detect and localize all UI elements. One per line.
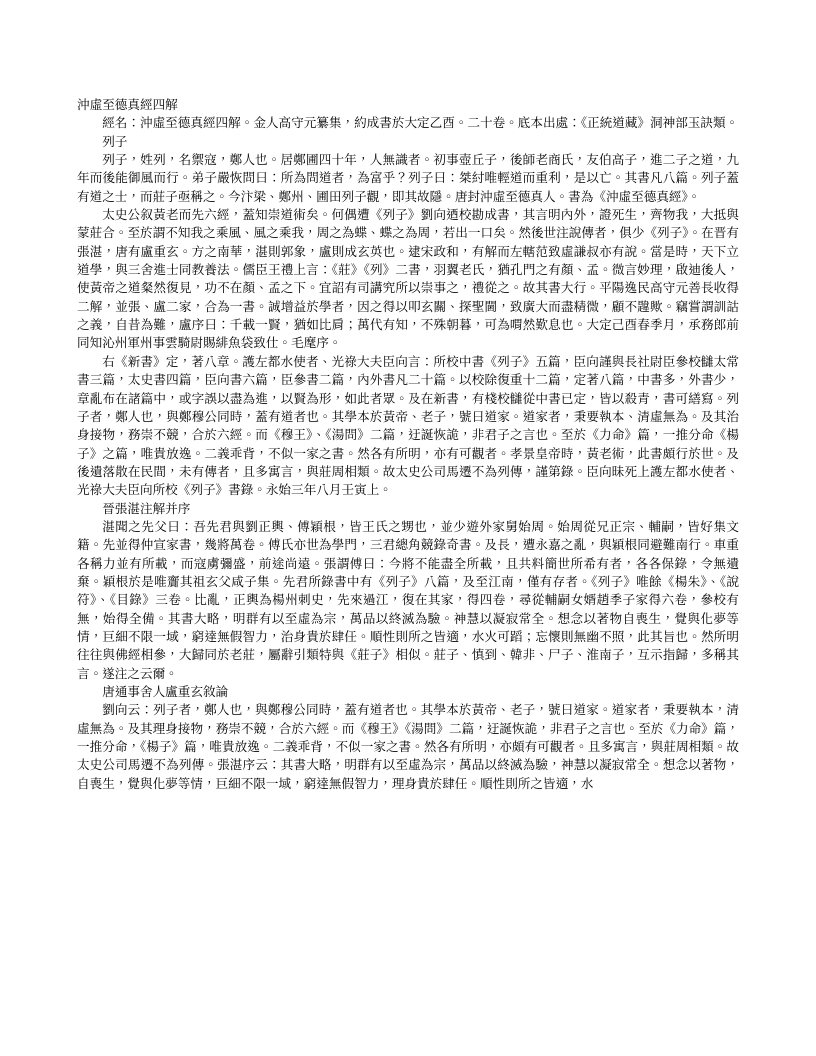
paragraph-zhangzhan-preface: 湛聞之先父曰：吾先君與劉正輿、傅穎根，皆王氏之甥也，並少遊外家舅始周。始周從兄正宗、輔嗣，皆好集文籍。先並得仲宣家書，幾將萬卷。傅氏亦世為學門，三君總角競錄奇書。及長，遭永嘉之亂，與穎根同避難南行。車重各稱力並有所載，而寇虜彌盛，前途尚遠。張謂傅曰：今將不能盡全所載，且共料簡世所希有者，各各保錄，令無遺棄。穎根於是唯齎其祖玄父咸子集。先君所錄書中有《列子》八篇，及至江南，僅有存者。《列子》唯餘《楊朱》、《說符》、《目錄》三卷。比亂，正輿為楊州刺史，先來過江，復在其家，得四卷，尋從輔嗣女婿趙季子家得六卷，參校有無，始得全備。其書大略，明群有以至虛為宗，萬品以終滅為驗。神慧以凝寂常全。想念以著物自喪生，覺與化夢等情，巨細不限一域，窮達無假智力，治身貴於肆任。順性則所之皆適，水火可蹈；忘懷則無幽不照，此其旨也。然所明往往與佛經相參，大歸同於老莊，屬辭引類特與《莊子》相似。莊子、慎到、韓非、尸子、淮南子，互示指歸，多稱其言。遂注之云爾。 (77, 518, 739, 681)
paragraph-liezi-biography: 列子，姓列，名禦寇，鄭人也。居鄭圃四十年，人無識者。初事壺丘子，後師老商氏，友伯高子，進二子之道，九年而後能御風而行。弟子嚴恢問曰：所為問道者，為富乎？列子曰：桀紂唯輕道而重利，是以亡。其書凡八篇。列子蓋有道之士，而莊子亟稱之。今汴梁、鄭州、圃田列子觀，即其故隱。唐封沖虛至德真人。書為《沖虛至德真經》。 (77, 152, 739, 204)
document-text-body (77, 96, 739, 793)
paragraph-scripture-name: 經名：沖虛至德真經四解。金人高守元纂集，約成書於大定乙酉。二十卷。底本出處：《正統道藏》洞神部玉訣類。 (102, 115, 739, 131)
paragraph-luchongxuan-preface: 劉向云：列子者，鄭人也，與鄭穆公同時，蓋有道者也。其學本於黃帝、老子，號曰道家。道家者，秉要執本，清虛無為。及其理身接物，務崇不競，合於六經。而《穆王》《湯問》二篇，迂誕恢詭，非君子之言也。至於《力命》篇，一推分命，《楊子》篇，唯貴放逸。二義乖背，不似一家之書。然各有所明，亦頗有可觀者。且多寓言，與莊周相類。故太史公司馬遷不為列傳。張湛序云：其書大略，明群有以至虛為宗，萬品以終滅為驗，神慧以凝寂常全。想念以著物，自喪生，覺與化夢等情，巨細不限一域，窮達無假智力，理身貴於肆任。順性則所之皆適，水 (77, 702, 739, 791)
paragraph-taishigong-preface: 太史公叙黃老而先六經，蓋知崇道術矣。何偶遭《列子》劉向迺校勘成書，其言明內外，證死生，齊物我，大抵與蒙莊合。至於謂不知我之乘風、風之乘我，周之為蝶、蝶之為周，若出一口矣。然後世注說傳者，俱少《列子》。在晋有張湛，唐有盧重玄。方之南華，湛則郭象，盧則成玄英也。逮宋政和，有解而左轄范致虛謙叔亦有說。當是時，天下立道學，與三舍進士同教養法。儒臣王禮上言：《莊》《列》二書，羽翼老氏，猶孔門之有顏、孟。微言妙理，啟迪後人，使黃帝之道粲然復見，功不在顏、孟之下。宜詔有司講究所以崇事之，禮從之。故其書大行。平陽逸民高守元善長收得二解，並張、盧二家，合為一書。誠增益於學者，因之得以叩玄關、探聖閫，致廣大而盡精微，顧不韙歟。竊嘗謂訓詁之義，自昔為難，盧序曰：千載一賢，猶如比肩；萬代有知，不殊朝暮，可為喟然歎息也。大定己酉春季月，承務郎前同知沁州軍州事雲騎尉賜緋魚袋致仕。毛麾序。 (77, 207, 739, 351)
section-heading-liezi: 列子 (102, 133, 128, 149)
document-title: 沖虛至德真經四解 (77, 97, 178, 112)
section-heading-luchongxuan-preface: 唐通事舍人盧重玄敘論 (102, 684, 229, 699)
section-heading-zhangzhan-preface: 晉張湛注解并序 (102, 500, 191, 516)
paragraph-liuxiang-xinshu: 右《新書》定，著八章。護左都水使者、光祿大夫臣向言：所校中書《列子》五篇，臣向謹與長社尉臣參校讎太常書三篇，太史書四篇，臣向書六篇，臣參書二篇，內外書凡二十篇。以校除復重十二篇，定著八篇，中書多，外書少，章亂布在諸篇中，或字誤以盡為進，以賢為形，如此者眾。及在新書，有棧校讎從中書已定，皆以殺青，書可繕寫。列子者，鄭人也，與鄭穆公同時，蓋有道者也。其學本於黃帝、老子，號曰道家。道家者，秉要執本、清虛無為。及其治身接物，務崇不競，合於六經。而《穆王》、《湯問》二篇，迂誕恢詭，非君子之言也。至於《力命》篇，一推分命《楊子》之篇，唯貴放逸。二義乖背，不似一家之書。然各有所明，亦有可觀者。孝景皇帝時，黃老術，此書頗行於世。及後遺落散在民間，未有傳者，且多寓言，與莊周相類。故太史公司馬遷不為列傳，謹第錄。臣向昧死上護左都水使者、光祿大夫臣向所校《列子》書錄。永始三年八月壬寅上。 (77, 353, 739, 498)
